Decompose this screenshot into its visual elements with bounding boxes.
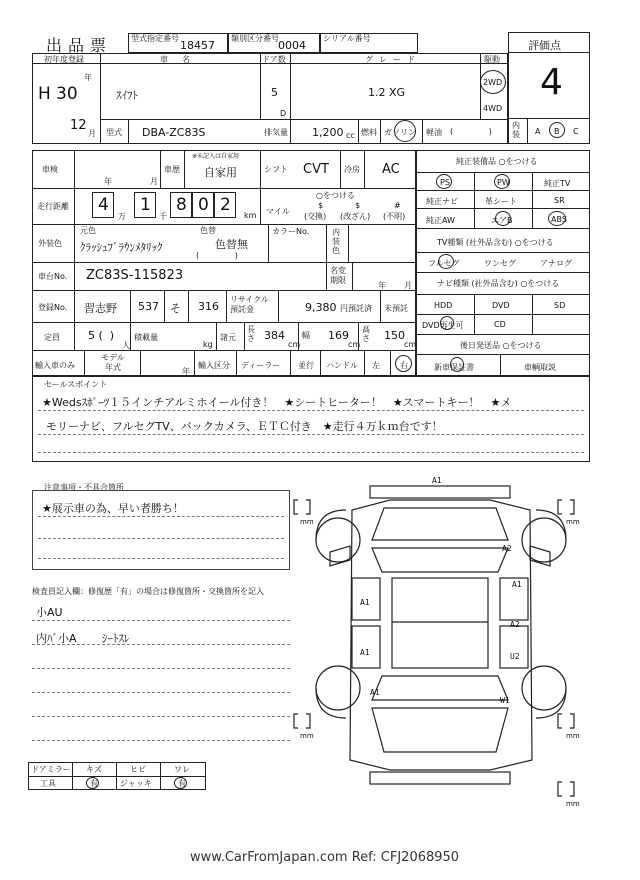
recycle-value: 9,380 — [305, 301, 337, 314]
nav-hdd: HDD — [434, 301, 453, 310]
tread-mm-front-left: mm — [300, 518, 314, 526]
capacity-label: 定員 — [44, 333, 60, 342]
length-value: 384 — [264, 329, 285, 342]
fuel-gasoline: ガソリン — [384, 128, 416, 137]
ac-value: AC — [382, 162, 400, 177]
reg-area: 習志野 — [84, 302, 117, 315]
model-year-unit: 年 — [182, 367, 190, 376]
parallel-label: 並行 — [298, 361, 314, 370]
history-value: 自家用 — [204, 166, 237, 179]
damage-right-front-door: A1 — [512, 580, 522, 589]
mile-label: マイル — [266, 207, 290, 216]
grade-label: グレード — [365, 55, 421, 64]
category-label: 類別区分番号 — [231, 34, 279, 43]
drive-2wd: 2WD — [483, 78, 503, 87]
mile-option-unknown: (不明) — [383, 212, 406, 221]
door-type: D — [280, 109, 287, 118]
category-value: 0004 — [278, 39, 306, 52]
ac-label: 冷房 — [344, 165, 360, 174]
inspection-month: 月 — [150, 177, 158, 186]
name-change-year: 年 — [378, 281, 386, 290]
interior-c: C — [573, 127, 579, 136]
recycle-label: リサイクル預託金 — [230, 295, 269, 314]
grade-value: 1.2 XG — [368, 86, 406, 99]
interior-color-label: 内装色 — [332, 228, 340, 255]
tread-mm-front-right: mm — [566, 518, 580, 526]
recycle-unit: 円預託済 — [340, 304, 372, 313]
footer-watermark: www.CarFromJapan.com Ref: CFJ2068950 — [190, 850, 460, 865]
color-change-label: 色替 — [200, 226, 216, 235]
type-designation-label: 型式指定番号 — [131, 34, 179, 43]
mileage-digit-5-text: 2 — [220, 195, 231, 215]
tool-mirror: ドアミラー — [31, 765, 71, 774]
chassis-value: ZC83S-115823 — [86, 268, 184, 283]
tv-oneseg: ワンセグ — [484, 259, 516, 268]
name-change-month: 月 — [404, 281, 412, 290]
damage-right-fender: A2 — [502, 544, 512, 553]
load-unit: kg — [203, 340, 213, 349]
doors-value: 5 — [271, 86, 278, 99]
rating-label: 評価点 — [528, 39, 561, 52]
nav-header: ナビ種類 (社外品含む) ○をつける — [437, 279, 560, 288]
chassis-label: 車台No. — [38, 272, 68, 281]
load-label: 積載量 — [134, 333, 158, 342]
tv-fullseg: フルセグ — [428, 259, 460, 268]
recycle-unpaid: 未預託 — [384, 304, 408, 313]
model-label: 型式 — [106, 128, 122, 137]
inspection-label: 車検 — [42, 165, 58, 174]
dealer-label: ディーラー — [241, 361, 281, 370]
tool-jack-value: 有 — [178, 779, 186, 788]
eq-airbag: エアB — [491, 216, 513, 225]
height-value: 150 — [384, 329, 405, 342]
sales-line-1: ★Wedsｽﾎﾟｰﾂ１５インチアルミホイール付き！ ★シートヒーター！ ★スマートキー！ ★メ — [42, 396, 512, 409]
doors-label: ドア数 — [262, 55, 286, 64]
capacity-value: 5 ( ) — [88, 329, 115, 342]
mileage-digit-3-text: 8 — [176, 195, 187, 215]
damage-right-quarter: U2 — [510, 652, 520, 661]
nav-cd: CD — [494, 320, 506, 329]
mileage-digit-4-text: 0 — [198, 195, 209, 215]
width-unit: cm — [348, 340, 361, 349]
mileage-sen: 千 — [159, 212, 167, 221]
original-color-label: 元色 — [80, 226, 96, 235]
mile-option-tampered-symbol: $ — [355, 201, 361, 210]
length-label: 長さ — [247, 325, 255, 343]
mile-note: ○をつける — [316, 191, 355, 200]
shift-value: CVT — [303, 162, 329, 177]
rating-value: 4 — [540, 62, 563, 103]
nav-sd: SD — [554, 301, 566, 310]
color-code-label: カラーNo. — [272, 227, 310, 236]
mile-option-exchange: (交換) — [304, 212, 327, 221]
type-designation-value: 18457 — [180, 39, 215, 52]
mileage-man: 万 — [118, 212, 126, 221]
mileage-km: km — [244, 211, 257, 220]
docs-header: 後日発送品 ○をつける — [460, 341, 542, 350]
color-change-paren: ( ) — [196, 251, 238, 260]
interior-b: B — [554, 127, 560, 136]
eq-leather: 革シート — [485, 197, 517, 206]
history-note: ※未記入は自家用 — [192, 153, 240, 160]
damage-right-rear-door: A2 — [510, 620, 520, 629]
height-label: 高さ — [362, 325, 370, 343]
handle-left: 左 — [372, 361, 380, 370]
diesel-label: 軽油 — [426, 128, 442, 137]
import-type-label: 輸入区分 — [198, 361, 230, 370]
tread-mm-rear-left: mm — [300, 732, 314, 740]
sheet-title: 出品票 — [46, 36, 113, 55]
length-unit: cm — [288, 340, 301, 349]
handle-label: ハンドル — [326, 361, 358, 370]
tool-jack-label: ジャッキ — [120, 779, 152, 788]
sales-label: セールスポイント — [44, 380, 108, 389]
eq-navi: 純正ナビ — [426, 197, 458, 206]
first-reg-label: 初年度登録 — [44, 55, 84, 64]
eq-ps: PS — [440, 178, 450, 187]
interior-label: 内装 — [512, 121, 520, 139]
tool-tools-label: 工具 — [40, 779, 56, 788]
damage-front-bumper: A1 — [432, 476, 442, 485]
width-value: 169 — [328, 329, 349, 342]
eq-abs: ABS — [551, 215, 567, 224]
docs-manual: 車輌取説 — [524, 363, 556, 372]
damage-right-rear-wheel: W1 — [500, 696, 510, 705]
first-reg-era: H — [38, 84, 51, 104]
eq-sr: SR — [554, 196, 565, 205]
eq-aw: 純正AW — [426, 216, 455, 225]
drive-4wd: 4WD — [483, 104, 503, 113]
diesel-paren: ( ) — [450, 127, 492, 136]
first-reg-month: 12 — [70, 118, 87, 133]
tread-mm-rear-right: mm — [566, 732, 580, 740]
serial-label: シリアル番号 — [323, 34, 371, 43]
mile-option-tampered: (改ざん) — [340, 212, 371, 221]
inspection-year: 年 — [104, 177, 112, 186]
first-reg-month-unit: 月 — [88, 129, 96, 138]
eq-pw: PW — [497, 178, 510, 187]
first-reg-year-unit: 年 — [84, 73, 92, 82]
damage-left-rear-fender: A1 — [370, 688, 380, 697]
sales-line-2: モリーナビ、フルセグTV、バックカメラ、ＥＴＣ付き ★走行４万ｋｍ台です！ — [46, 420, 443, 433]
interior-a: A — [535, 127, 541, 136]
displacement-value: 1,200 — [312, 126, 344, 139]
tool-scratch: キズ — [86, 765, 102, 774]
docs-warranty: 新車保証書 — [434, 363, 474, 372]
import-label: 輸入車のみ — [35, 361, 75, 370]
tv-header: TV種類 (社外品含む) ○をつける — [437, 238, 554, 247]
mile-option-unknown-symbol: # — [394, 201, 401, 210]
displacement-unit: cc — [346, 131, 355, 140]
original-color-value: ｸﾗｯｼｭﾌﾞﾗｳﾝﾒﾀﾘｯｸ — [80, 241, 163, 254]
equip-header: 純正装備品 ○をつける — [456, 157, 538, 166]
dims-label: 諸元 — [220, 333, 236, 342]
notes-line-1: ★展示車の為、早い者勝ち！ — [42, 502, 184, 515]
inspector-line-2: 内ﾊﾞ小A ｼｰﾄｽﾚ — [36, 632, 130, 645]
nav-dvd-play: DVD再生可 — [422, 321, 464, 330]
notes-label: 注意事項・不具合箇所 — [44, 483, 124, 492]
inspector-line-1: 小AU — [36, 606, 63, 619]
reg-class: 537 — [138, 300, 159, 313]
reg-kana: そ — [170, 302, 181, 315]
color-label: 外装色 — [38, 239, 62, 248]
history-label: 車歴 — [164, 165, 180, 174]
shift-label: シフト — [264, 165, 288, 174]
tread-mm-spare: mm — [566, 800, 580, 808]
car-name-value: ｽｲﾌﾄ — [116, 89, 138, 102]
drive-label: 駆動 — [484, 55, 500, 64]
handle-right: 右 — [400, 361, 408, 370]
mileage-digit-2-text: 1 — [140, 195, 151, 215]
damage-left-front-door: A1 — [360, 598, 370, 607]
mile-option-exchange-symbol: $ — [318, 201, 324, 210]
damage-left-rear-door: A1 — [360, 648, 370, 657]
reg-label: 登録No. — [38, 303, 68, 312]
tv-analog: アナログ — [540, 259, 572, 268]
inspector-label: 検査員記入欄：修復歴「有」の場合は修復箇所・交換箇所を記入 — [32, 587, 264, 596]
tool-tools-value: 有 — [90, 779, 98, 788]
first-reg-year: 30 — [56, 84, 78, 104]
capacity-unit: 人 — [122, 341, 130, 350]
displacement-label: 排気量 — [264, 128, 288, 137]
nav-dvd: DVD — [492, 301, 510, 310]
color-change-value: 色替無 — [215, 238, 248, 251]
reg-number: 316 — [198, 300, 219, 313]
width-label: 幅 — [302, 331, 310, 340]
mileage-label: 走行距離 — [37, 202, 69, 211]
mileage-digit-1-text: 4 — [98, 195, 109, 215]
tool-break: ワレ — [174, 765, 190, 774]
model-year-label: モデル年式 — [101, 353, 125, 372]
height-unit: cm — [404, 340, 417, 349]
tool-crack: ヒビ — [130, 765, 146, 774]
eq-tv: 純正TV — [544, 179, 571, 188]
fuel-label: 燃料 — [361, 128, 377, 137]
name-change-label: 名変期限 — [330, 266, 346, 285]
model-value: DBA-ZC83S — [142, 126, 206, 139]
car-name-label: 車名 — [160, 55, 204, 64]
